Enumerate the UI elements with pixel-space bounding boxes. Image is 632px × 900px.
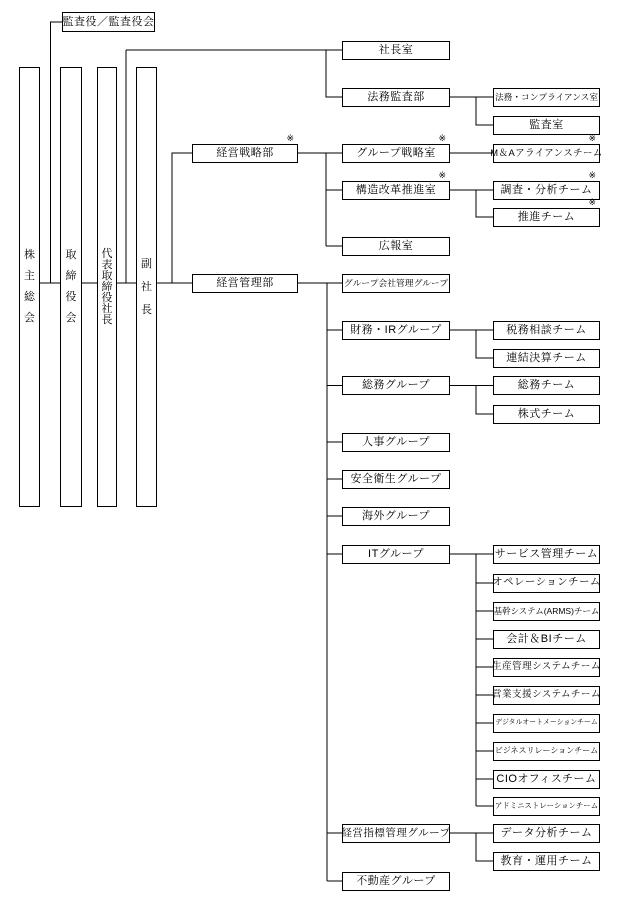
org-node-label: 人事グループ: [361, 435, 431, 448]
org-node-label: 財務・IRグループ: [350, 323, 442, 336]
org-node-keiei-kanri-bu: [192, 274, 298, 293]
org-node-label: 調査・分析チーム: [500, 183, 593, 196]
org-node-label: グループ会社管理グループ: [343, 277, 449, 288]
org-node-kabushiki-team: [493, 405, 600, 424]
org-node-label: 経営管理部: [216, 276, 274, 289]
org-node-label: グループ戦略室: [356, 146, 436, 159]
org-node-anzen-eisei-group: [342, 470, 450, 489]
org-node-label: 監査室: [529, 118, 564, 131]
org-node-label: 法務監査部: [367, 90, 425, 103]
org-node-label: 株式チーム: [517, 407, 576, 420]
org-node-it-group: [342, 545, 450, 564]
org-node-fudosan-group: [342, 872, 450, 891]
edge-homu-kansa-drop: [326, 50, 343, 97]
footnote-mark: ※: [438, 132, 446, 143]
org-node-jinji-group: [342, 433, 450, 452]
org-node-data-bunseki-team: [493, 824, 600, 843]
org-node-label: 構造改革推進室: [355, 183, 437, 196]
edge-shihyo-children-trunk: [476, 833, 494, 861]
org-node-kansa-shitsu: [493, 116, 600, 135]
org-node-label: 安全衛生グループ: [350, 472, 442, 485]
footnote-mark: ※: [438, 169, 446, 180]
org-node-label: サービス管理チーム: [494, 547, 599, 560]
org-node-label: 総務チーム: [517, 379, 576, 391]
edge-homu-children-trunk: [476, 97, 494, 125]
org-node-operation-team: [493, 574, 600, 593]
org-node-label: 総務グループ: [361, 379, 431, 391]
org-node-eigyo-shien-system-team: [493, 686, 600, 705]
org-node-label: 教育・運用チーム: [500, 854, 593, 867]
org-node-zaimu-ir-group: [342, 321, 450, 340]
org-node-label: 法務・コンプライアンス室: [494, 91, 599, 102]
org-node-label: 取 締 役 会: [65, 249, 77, 324]
edge-keiei-senryaku-stub: [172, 153, 193, 283]
org-node-ma-alliance-team: [490, 132, 603, 163]
org-node-label: ITグループ: [368, 547, 424, 560]
org-node-label: 広報室: [378, 239, 414, 252]
org-node-label: 基幹システム(ARMS)チーム: [493, 605, 600, 616]
org-node-homu-kansa-bu: [342, 88, 450, 107]
org-node-somu-team: [493, 376, 600, 395]
org-node-somu-group: [342, 376, 450, 395]
org-node-label: 営業支援システムチーム: [492, 689, 601, 701]
footnote-mark: ※: [588, 196, 596, 207]
org-node-koho-shitsu: [342, 237, 450, 256]
org-node-keiei-shihyo-kanri-group: [342, 824, 450, 843]
org-node-service-kanri-team: [493, 545, 600, 564]
org-node-business-relation-team: [493, 742, 600, 761]
org-node-label: 経営指標管理グループ: [341, 826, 451, 839]
org-node-digital-automation-team: [493, 714, 600, 733]
org-node-zeimu-sodan-team: [493, 321, 600, 340]
org-node-label: ビジネスリレーションチーム: [494, 746, 599, 755]
org-node-label: 監査役／監査役会: [62, 15, 155, 28]
org-node-renketsu-kessan-team: [493, 349, 600, 368]
org-node-label: 生産管理システムチーム: [492, 661, 601, 673]
edge-zaimu-children-trunk: [476, 330, 494, 358]
org-node-suishin-team: [493, 196, 600, 227]
org-node-kozo-kaikaku-suishin-shitsu: [342, 169, 450, 200]
org-node-kyoiku-unyo-team: [493, 852, 600, 871]
org-node-kikan-system-arms-team: [493, 602, 600, 621]
org-node-cio-office-team: [493, 770, 600, 789]
org-node-chosa-bunseki-team: [493, 169, 600, 200]
org-node-kabunushi-sokai: [19, 67, 40, 507]
org-node-administration-team: [493, 797, 600, 816]
org-node-torishimariyaku-kai: [60, 67, 82, 507]
edge-kozo-children-trunk: [476, 190, 494, 217]
footnote-mark: ※: [588, 132, 596, 143]
org-node-group-kaisha-kanri-group: [342, 274, 450, 293]
org-node-label: 不動産グループ: [356, 874, 436, 887]
org-node-label: 株 主 総 会: [24, 249, 35, 324]
org-node-label: データ分析チーム: [500, 826, 593, 839]
org-node-label: 税務相談チーム: [506, 323, 587, 336]
org-node-label: 代 表 取 締 役 社 長: [101, 247, 113, 326]
org-node-label: 推進チーム: [517, 210, 576, 223]
org-node-kansayaku-kai: [62, 12, 155, 32]
org-node-label: アドミニストレーションチーム: [494, 801, 599, 811]
org-node-label: 海外グループ: [361, 509, 431, 522]
org-node-daihyo-torishimariyaku-shacho: [97, 67, 117, 507]
org-node-label: 経営戦略部: [216, 146, 274, 159]
org-node-homu-compliance-shitsu: [493, 88, 600, 107]
org-node-keiei-senryaku-bu: [192, 132, 298, 163]
footnote-mark: ※: [588, 169, 596, 180]
org-node-kaigai-group: [342, 507, 450, 526]
org-node-label: CIOオフィスチーム: [496, 772, 597, 785]
org-node-label: M＆Aアライアンスチーム: [490, 147, 603, 159]
org-node-label: 社長室: [378, 43, 414, 56]
org-node-fuku-shacho: [136, 67, 157, 507]
org-node-shacho-shitsu: [342, 41, 450, 60]
org-node-group-senryaku-shitsu: [342, 132, 450, 163]
org-node-label: 副 社 長: [141, 257, 152, 316]
org-node-kaikei-bi-team: [493, 630, 600, 649]
footnote-mark: ※: [286, 132, 294, 143]
org-node-label: デジタルオートメーションチーム: [495, 718, 598, 726]
org-node-label: オペレーションチーム: [492, 576, 601, 588]
org-node-seisan-kanri-system-team: [493, 658, 600, 677]
org-node-label: 連結決算チーム: [506, 351, 587, 364]
org-node-label: 会計＆BIチーム: [506, 632, 587, 645]
edge-somu-children-trunk: [476, 386, 494, 415]
